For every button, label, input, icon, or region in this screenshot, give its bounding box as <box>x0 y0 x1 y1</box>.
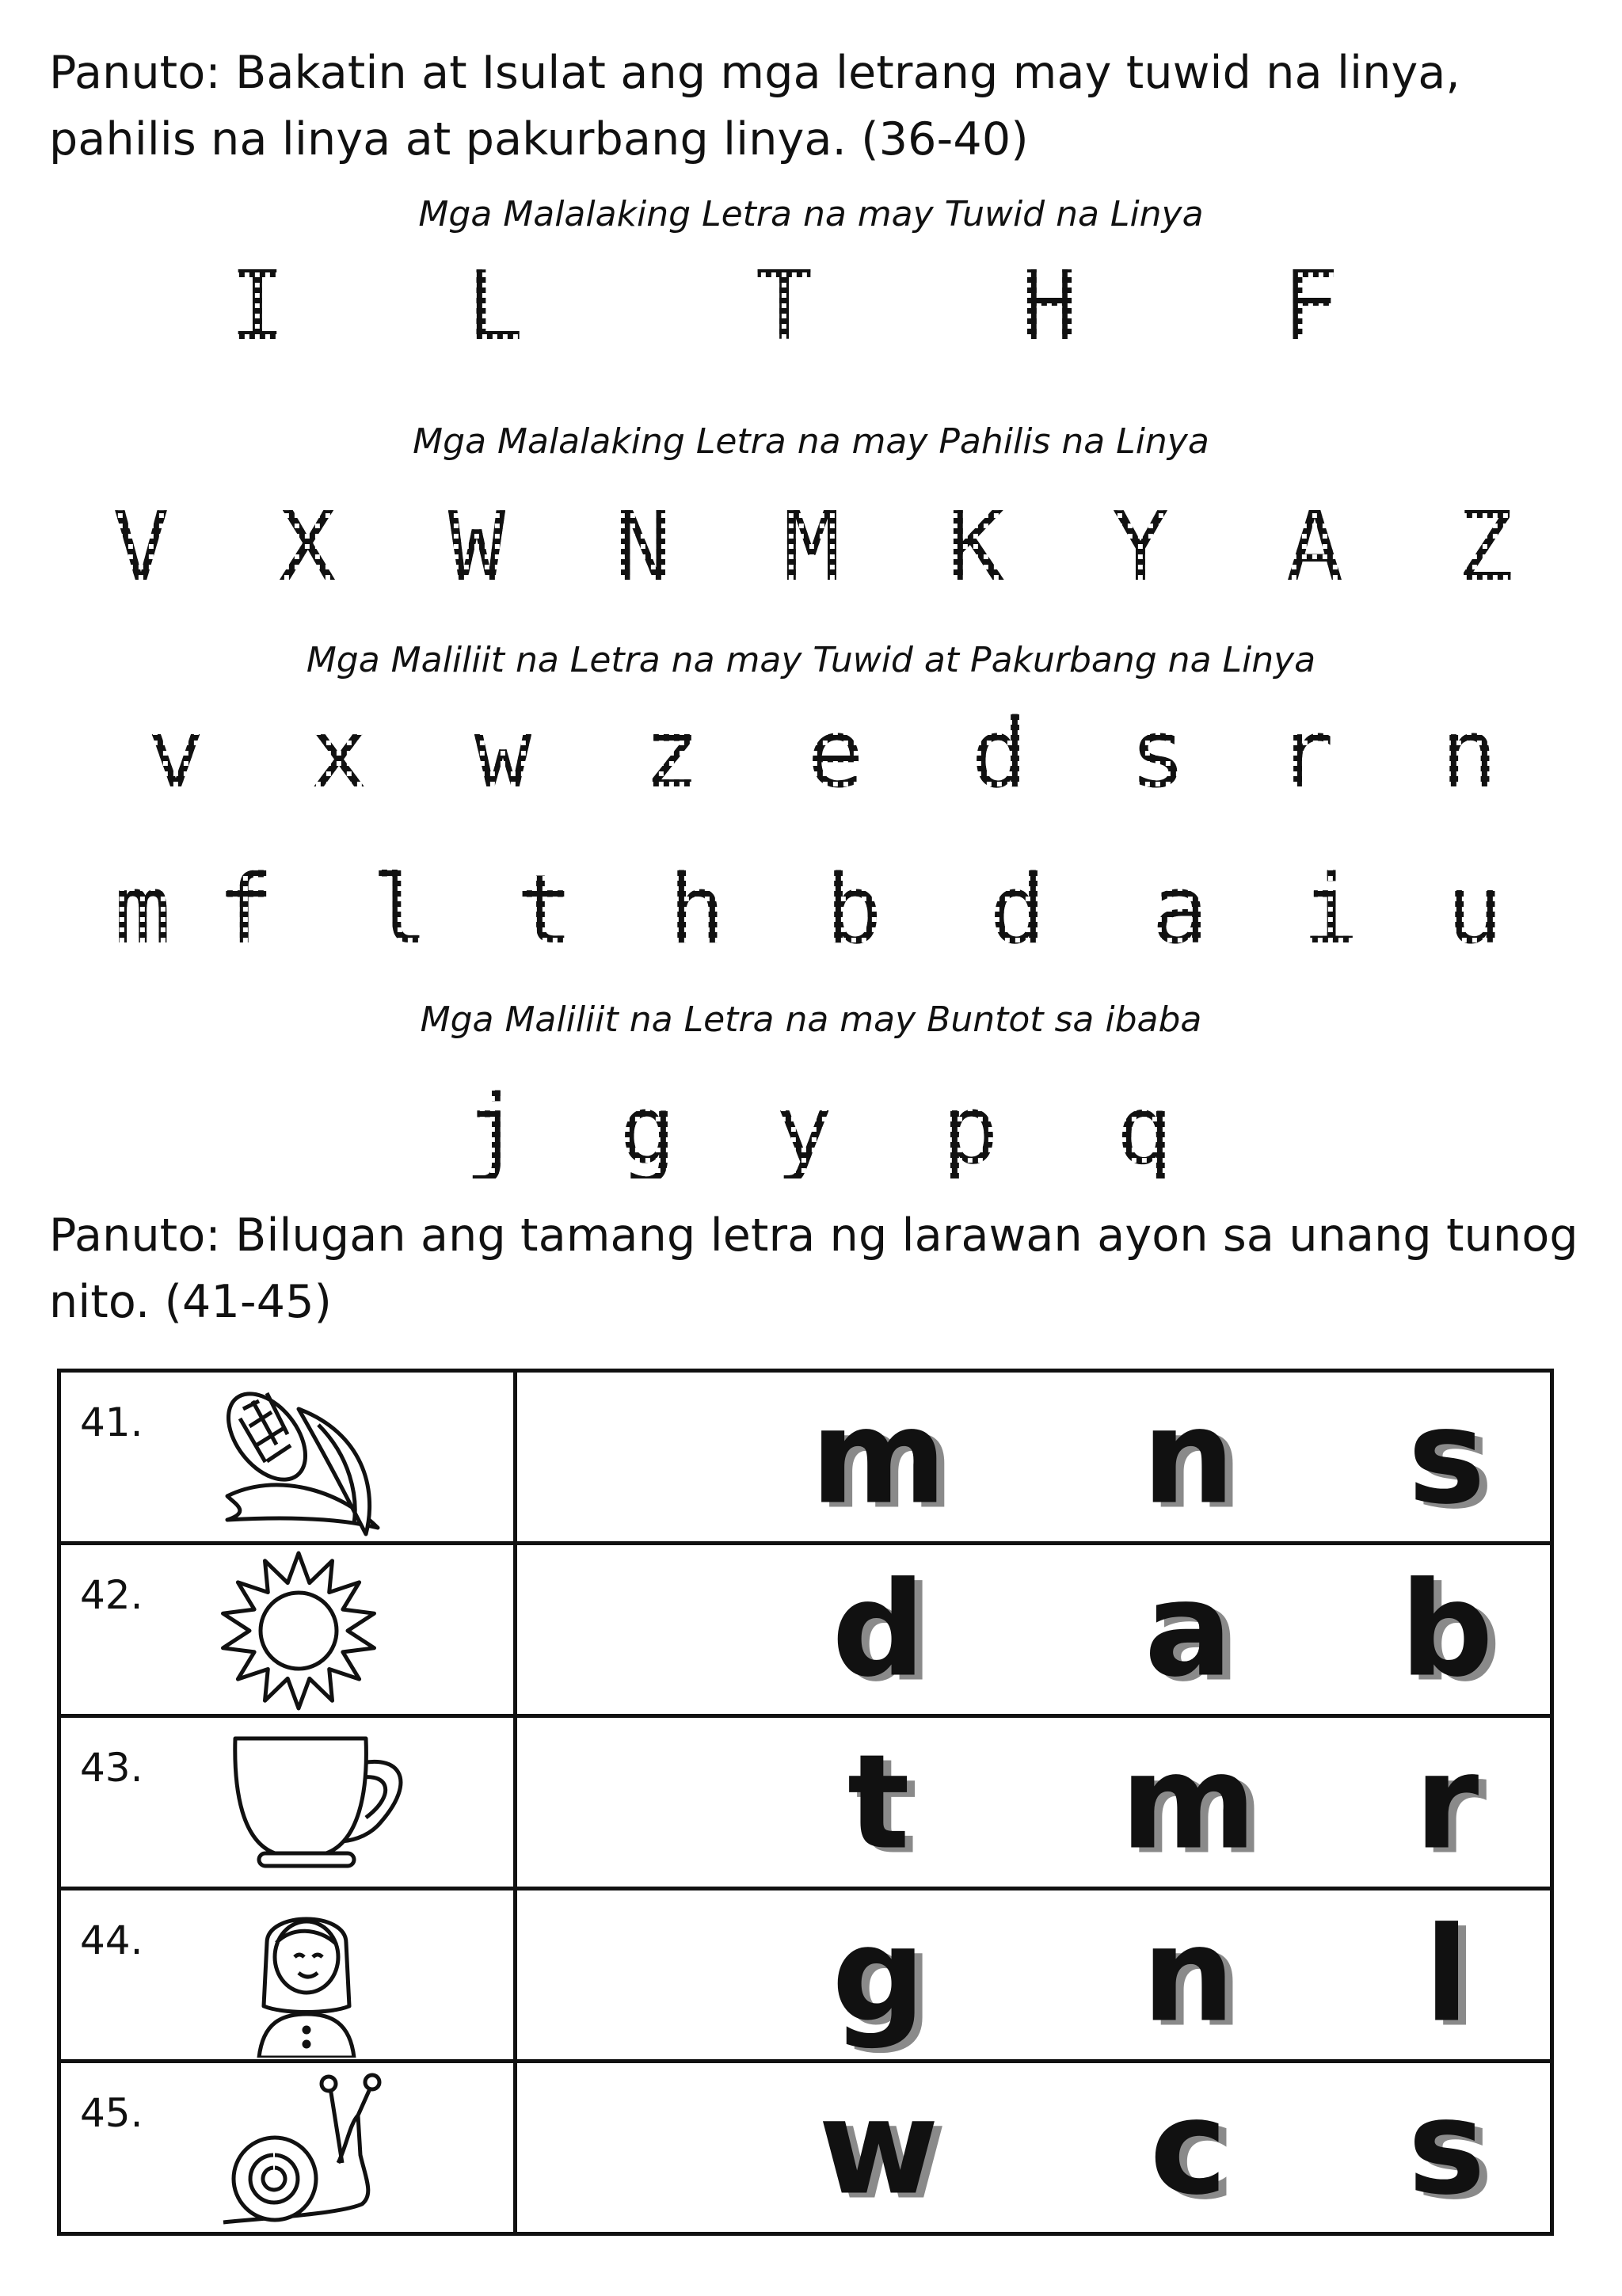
item-number: 44. <box>80 1917 143 1963</box>
choice-letter[interactable]: g <box>832 1898 926 2050</box>
trace-letter: e <box>806 699 865 809</box>
trace-row <box>0 699 1622 818</box>
choice-letter[interactable]: n <box>1141 1380 1236 1533</box>
table-row <box>59 2062 1552 2234</box>
choice-letter[interactable]: a <box>1144 1553 1233 1705</box>
trace-row <box>0 1076 1622 1194</box>
girl-icon <box>180 1895 433 2058</box>
snail-icon <box>180 2068 433 2230</box>
trace-row <box>0 855 1622 974</box>
heading-lowercase-tail: Mga Maliliit na Letra na may Buntot sa ibaba <box>420 1000 1202 1040</box>
trace-letter: M <box>782 493 841 603</box>
trace-letter: v <box>147 699 205 809</box>
choice-letter[interactable]: c <box>1149 2071 1228 2223</box>
trace-letter: g <box>619 1076 677 1186</box>
trace-letter: F <box>1281 252 1340 362</box>
trace-letter: p <box>941 1076 999 1186</box>
trace-letter: I <box>228 252 287 362</box>
item-number: 41. <box>80 1399 143 1445</box>
table-row <box>59 1716 1552 1889</box>
item-number: 43. <box>80 1745 143 1791</box>
picture-cell <box>59 1889 516 2062</box>
trace-letter: d <box>988 855 1047 965</box>
trace-letter: z <box>642 699 701 809</box>
choice-letter[interactable]: w <box>818 2071 939 2223</box>
trace-letter: s <box>1129 699 1187 809</box>
trace-letter: n <box>1440 699 1498 809</box>
trace-letter: V <box>112 493 170 603</box>
trace-letter: X <box>278 493 337 603</box>
trace-letter: W <box>447 493 506 603</box>
choice-letter[interactable]: d <box>832 1553 926 1705</box>
picture-cell <box>59 2062 516 2234</box>
trace-letter: t <box>516 855 574 965</box>
instruction-tracing: Panuto: Bakatin at Isulat ang mga letrang may tuwid na linya, pahilis na linya at pakurbang linya. (36-40) <box>49 47 1460 166</box>
choices-cell <box>516 1716 1552 1889</box>
item-number: 45. <box>80 2090 143 2136</box>
trace-letter: i <box>1301 855 1360 965</box>
trace-row <box>0 252 1622 371</box>
choice-letter[interactable]: b <box>1399 1553 1494 1705</box>
picture-cell <box>59 1544 516 1716</box>
picture-cell <box>59 1716 516 1889</box>
trace-letter: a <box>1151 855 1209 965</box>
choice-letter[interactable]: n <box>1141 1898 1236 2050</box>
trace-letter: y <box>775 1076 833 1186</box>
choice-letter[interactable]: l <box>1424 1898 1469 2050</box>
circle-table <box>57 1369 1554 2236</box>
choice-letter[interactable]: m <box>1120 1726 1257 1878</box>
instruction-circle: Panuto: Bilugan ang tamang letra ng larawan ayon sa unang tunog nito. (41-45) <box>49 1209 1578 1328</box>
trace-letter: Y <box>1111 493 1170 603</box>
heading-uppercase-slanted: Mga Malalaking Letra na may Pahilis na Linya <box>413 421 1209 462</box>
heading-uppercase-straight: Mga Malalaking Letra na may Tuwid na Linya <box>418 194 1204 234</box>
choices-cell <box>516 1371 1552 1544</box>
table-row <box>59 1371 1552 1544</box>
cup-icon <box>180 1723 433 1885</box>
table-row <box>59 1889 1552 2062</box>
choice-letter[interactable]: m <box>810 1380 947 1533</box>
choice-letter[interactable]: r <box>1414 1726 1479 1878</box>
choice-letter[interactable]: s <box>1407 1380 1486 1533</box>
trace-letter: w <box>474 699 532 809</box>
trace-letter: d <box>970 699 1029 809</box>
trace-letter: f <box>216 855 275 965</box>
choices-cell <box>516 1889 1552 2062</box>
trace-letter: K <box>946 493 1005 603</box>
choices-cell <box>516 1544 1552 1716</box>
trace-letter: x <box>310 699 368 809</box>
picture-cell <box>59 1371 516 1544</box>
trace-letter: L <box>466 252 524 362</box>
sun-icon <box>180 1550 433 1712</box>
trace-letter: r <box>1276 699 1335 809</box>
trace-letter: h <box>668 855 726 965</box>
table-row <box>59 1544 1552 1716</box>
choice-letter[interactable]: s <box>1407 2071 1486 2223</box>
trace-letter: N <box>614 493 672 603</box>
trace-letter: j <box>463 1076 522 1186</box>
trace-letter: u <box>1445 855 1504 965</box>
trace-letter: b <box>824 855 883 965</box>
trace-letter: H <box>1020 252 1079 362</box>
corn-icon <box>180 1377 433 1540</box>
trace-letter: Z <box>1456 493 1514 603</box>
trace-letter: T <box>755 252 813 362</box>
item-number: 42. <box>80 1572 143 1618</box>
trace-letter: q <box>1115 1076 1174 1186</box>
trace-row <box>0 493 1622 611</box>
choice-letter[interactable]: t <box>847 1726 910 1878</box>
heading-lowercase-straight-curved: Mga Maliliit na Letra na may Tuwid at Pakurbang na Linya <box>306 640 1316 680</box>
trace-letter: l <box>371 855 429 965</box>
trace-letter: A <box>1285 493 1344 603</box>
trace-letter: m <box>113 855 172 965</box>
choices-cell <box>516 2062 1552 2234</box>
